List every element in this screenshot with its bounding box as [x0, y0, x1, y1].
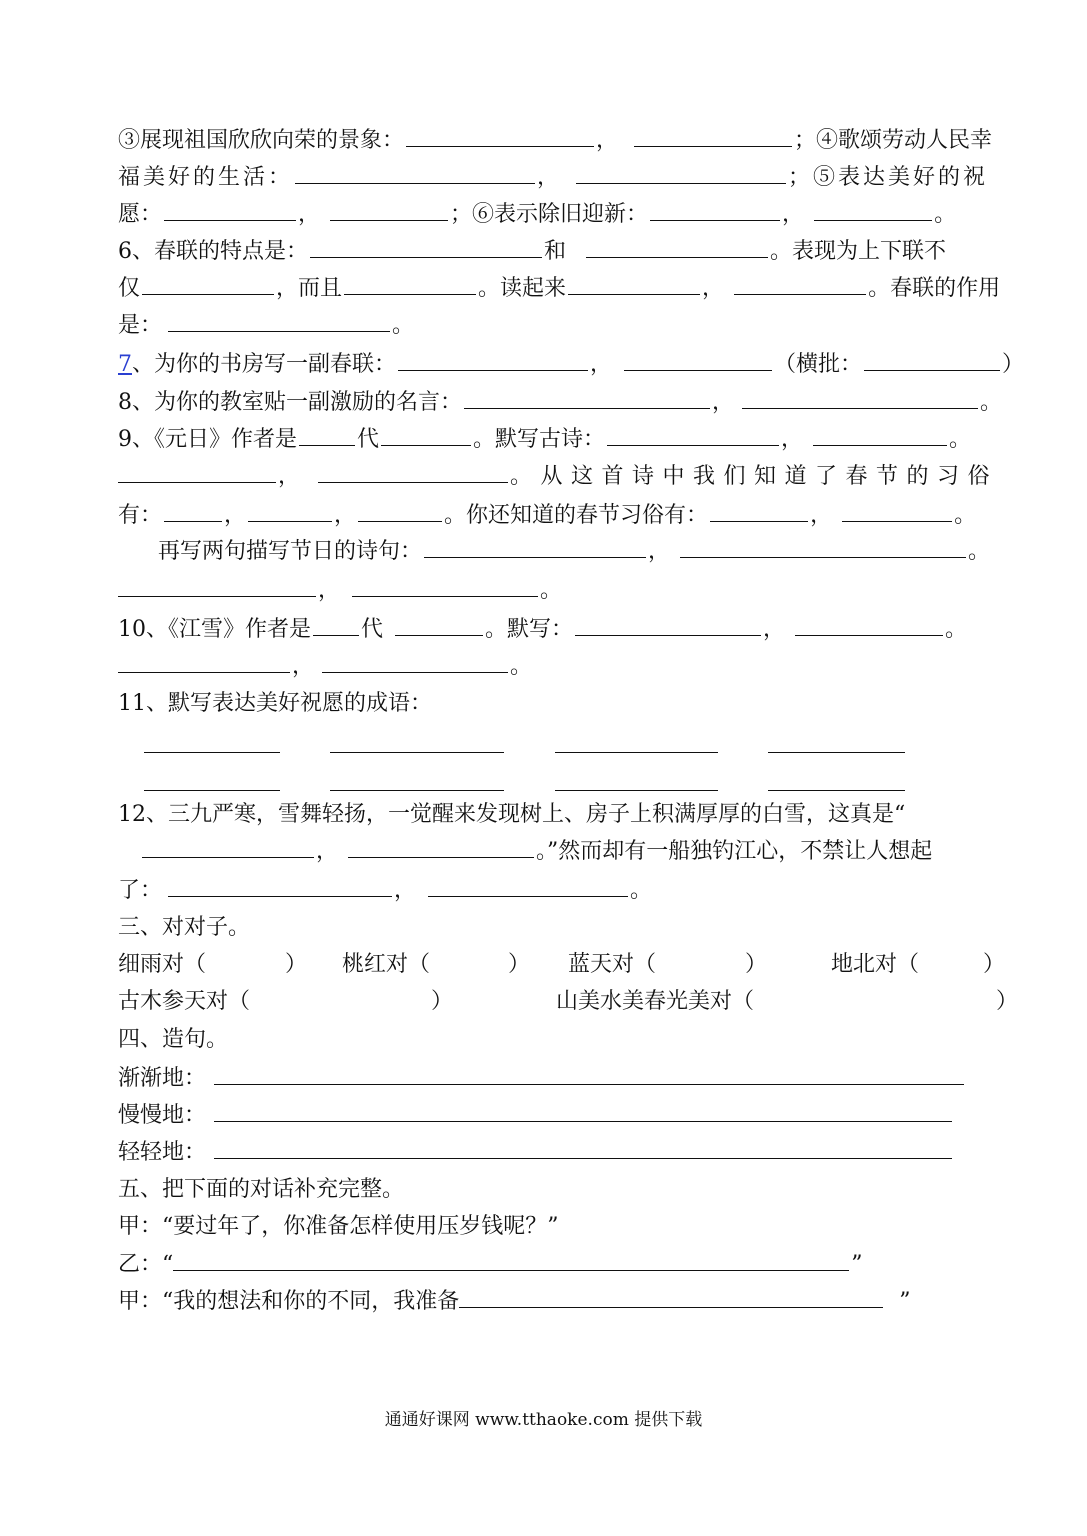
- answer-blank[interactable]: [381, 421, 471, 446]
- section-5-title: 五、把下面的对话补充完整。: [118, 1177, 405, 1202]
- idiom-blank[interactable]: [144, 790, 280, 791]
- q5-line-2: 福美好的生活： ， ；⑤表达美好的祝: [118, 159, 1043, 197]
- answer-blank[interactable]: [634, 122, 792, 147]
- idiom-blank[interactable]: [768, 790, 905, 791]
- sentence-blank[interactable]: [214, 1097, 952, 1122]
- answer-blank[interactable]: [568, 270, 700, 295]
- idiom-blank[interactable]: [555, 790, 718, 791]
- answer-blank[interactable]: [734, 270, 866, 295]
- answer-blank[interactable]: [164, 497, 222, 522]
- q6-line-3: 是： 。: [118, 307, 1043, 345]
- page-footer: 通通好课网 www.tthaoke.com 提供下载: [384, 1410, 703, 1430]
- answer-blank[interactable]: [348, 833, 534, 858]
- dialogue-blank[interactable]: [173, 1246, 849, 1271]
- q10-line-2: ， 。: [118, 648, 1043, 686]
- sentence-row-2: 慢慢地：: [118, 1097, 1043, 1135]
- answer-blank[interactable]: [607, 421, 779, 446]
- answer-blank[interactable]: [318, 458, 508, 483]
- q5-line-3: 愿： ， ；⑥表示除旧迎新： ， 。: [118, 196, 1043, 234]
- q9-line-4: 再写两句描写节日的诗句： ， 。: [158, 533, 1043, 571]
- answer-blank[interactable]: [344, 270, 476, 295]
- couplet-row-2: 古木参天对（ ） 山美水美春光美对（ ）: [118, 989, 1019, 1014]
- q6-line-1: 6、春联的特点是： 和 。表现为上下联不: [118, 233, 1043, 271]
- answer-blank[interactable]: [330, 196, 448, 221]
- dialogue-blank[interactable]: [459, 1283, 883, 1308]
- idiom-blank[interactable]: [555, 752, 718, 753]
- couplet-row-1: 细雨对（ ） 桃红对（ ） 蓝天对（ ） 地北对（ ）: [118, 952, 1006, 977]
- answer-blank[interactable]: [142, 270, 274, 295]
- sentence-row-1: 渐渐地：: [118, 1060, 1043, 1098]
- answer-blank[interactable]: [650, 196, 780, 221]
- answer-blank[interactable]: [118, 648, 290, 673]
- q9-line-3: 有： ， ， 。你还知道的春节习俗有： ， 。: [118, 497, 1043, 535]
- idiom-blank[interactable]: [330, 790, 504, 791]
- idiom-blank[interactable]: [144, 752, 280, 753]
- answer-blank[interactable]: [424, 533, 646, 558]
- q7-line: 7、为你的书房写一副春联： ， （横批： ）: [118, 346, 1043, 384]
- answer-blank[interactable]: [168, 872, 392, 897]
- answer-blank[interactable]: [168, 307, 390, 332]
- dialogue-line-2: 乙：“ ”: [118, 1246, 1043, 1284]
- q11-title: 11、默写表达美好祝愿的成语：: [118, 691, 432, 716]
- sentence-row-3: 轻轻地：: [118, 1134, 1043, 1172]
- dialogue-line-1: 甲：“要过年了，你准备怎样使用压岁钱呢？”: [118, 1214, 559, 1239]
- sentence-blank[interactable]: [214, 1134, 952, 1159]
- answer-blank[interactable]: [813, 421, 947, 446]
- answer-blank[interactable]: [575, 611, 761, 636]
- answer-blank[interactable]: [710, 497, 808, 522]
- answer-blank[interactable]: [586, 233, 768, 258]
- answer-blank[interactable]: [428, 872, 628, 897]
- section-4-title: 四、造句。: [118, 1027, 229, 1052]
- q5-line-1: ③展现祖国欣欣向荣的景象： ， ；④歌颂劳动人民幸: [118, 122, 1043, 160]
- q12-line-3: 了： ， 。: [118, 872, 1043, 910]
- idiom-blank[interactable]: [330, 752, 504, 753]
- answer-blank[interactable]: [814, 196, 932, 221]
- answer-blank[interactable]: [680, 533, 966, 558]
- answer-blank[interactable]: [248, 497, 332, 522]
- answer-blank[interactable]: [322, 648, 508, 673]
- answer-blank[interactable]: [118, 458, 276, 483]
- q12-line-1: 12、三九严寒，雪舞轻扬，一觉醒来发现树上、房子上积满厚厚的白雪，这真是“: [118, 802, 906, 827]
- q6-line-2: 仅 ，而且 。读起来 ， 。春联的作用: [118, 270, 1043, 308]
- sentence-blank[interactable]: [214, 1060, 964, 1085]
- section-3-title: 三、对对子。: [118, 915, 251, 940]
- answer-blank[interactable]: [464, 384, 710, 409]
- idiom-blank[interactable]: [768, 752, 905, 753]
- answer-blank[interactable]: [299, 421, 355, 446]
- answer-blank[interactable]: [842, 497, 952, 522]
- answer-blank[interactable]: [295, 159, 535, 184]
- q10-line-1: 10、《江雪》作者是 代 。默写： ， 。: [118, 611, 1043, 649]
- answer-blank[interactable]: [864, 346, 1000, 371]
- answer-blank[interactable]: [795, 611, 943, 636]
- q8-line: 8、为你的教室贴一副激励的名言： ， 。: [118, 384, 1043, 422]
- answer-blank[interactable]: [576, 159, 786, 184]
- q12-line-2: ， 。”然而却有一船独钓江心，不禁让人想起: [118, 833, 1043, 871]
- answer-blank[interactable]: [406, 122, 594, 147]
- answer-blank[interactable]: [352, 572, 538, 597]
- answer-blank[interactable]: [395, 611, 483, 636]
- answer-blank[interactable]: [310, 233, 542, 258]
- q9-line-2: ， 。从这首诗中我们知道了春节的习俗: [118, 458, 1043, 496]
- q9-line-1: 9、《元日》作者是 代 。默写古诗： ， 。: [118, 421, 1043, 459]
- dialogue-line-3: 甲：“我的想法和你的不同，我准备 ”: [118, 1283, 1043, 1321]
- answer-blank[interactable]: [742, 384, 978, 409]
- q9-line-5: ， 。: [118, 572, 1043, 610]
- answer-blank[interactable]: [164, 196, 296, 221]
- idiom-blank-row-1: [118, 742, 918, 780]
- answer-blank[interactable]: [398, 346, 588, 371]
- answer-blank[interactable]: [142, 833, 314, 858]
- question-7-link[interactable]: 7: [118, 352, 132, 377]
- answer-blank[interactable]: [624, 346, 772, 371]
- answer-blank[interactable]: [313, 611, 359, 636]
- answer-blank[interactable]: [118, 572, 316, 597]
- answer-blank[interactable]: [358, 497, 442, 522]
